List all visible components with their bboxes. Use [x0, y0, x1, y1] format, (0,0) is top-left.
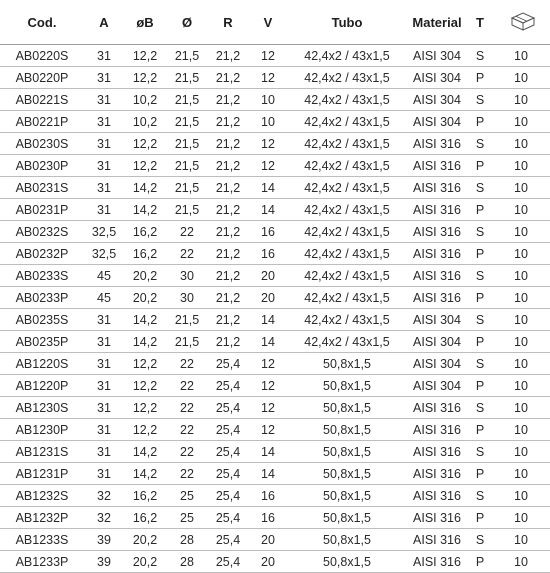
cell-b: 16,2 [124, 507, 166, 529]
cell-tubo: 50,8x1,5 [288, 419, 406, 441]
cell-code: AB1231P [0, 463, 84, 485]
table-row [0, 485, 550, 507]
cell-v: 16 [248, 243, 288, 265]
header-tubo: Tubo [288, 0, 406, 45]
table-row [0, 67, 550, 89]
table-row [0, 309, 550, 331]
cell-a: 31 [84, 375, 124, 397]
cell-material: AISI 316 [406, 265, 468, 287]
cell-a: 31 [84, 133, 124, 155]
cell-t: S [468, 265, 492, 287]
cell-qty: 10 [492, 353, 550, 375]
cell-t: S [468, 221, 492, 243]
cell-t: S [468, 89, 492, 111]
cell-tubo: 50,8x1,5 [288, 485, 406, 507]
cell-b: 12,2 [124, 133, 166, 155]
cell-o: 22 [166, 221, 208, 243]
cell-v: 12 [248, 397, 288, 419]
cell-t: P [468, 287, 492, 309]
cell-a: 31 [84, 199, 124, 221]
header-code: Cod. [0, 0, 84, 45]
cell-code: AB1233P [0, 551, 84, 573]
cell-r: 21,2 [208, 177, 248, 199]
cell-r: 21,2 [208, 199, 248, 221]
cell-code: AB0235P [0, 331, 84, 353]
cell-t: S [468, 177, 492, 199]
cell-qty: 10 [492, 485, 550, 507]
table-row [0, 287, 550, 309]
cell-o: 21,5 [166, 45, 208, 67]
cell-material: AISI 304 [406, 89, 468, 111]
cell-o: 22 [166, 375, 208, 397]
table-row [0, 265, 550, 287]
cell-a: 45 [84, 265, 124, 287]
cell-material: AISI 316 [406, 397, 468, 419]
cell-b: 12,2 [124, 45, 166, 67]
cell-v: 14 [248, 177, 288, 199]
cell-a: 31 [84, 463, 124, 485]
cell-r: 21,2 [208, 309, 248, 331]
cell-r: 25,4 [208, 551, 248, 573]
cell-b: 12,2 [124, 353, 166, 375]
cell-material: AISI 316 [406, 287, 468, 309]
cell-material: AISI 304 [406, 111, 468, 133]
cell-t: P [468, 155, 492, 177]
cell-code: AB1233S [0, 529, 84, 551]
cell-a: 32,5 [84, 221, 124, 243]
cell-a: 32 [84, 485, 124, 507]
cell-code: AB0231S [0, 177, 84, 199]
cell-code: AB0220P [0, 67, 84, 89]
cell-a: 31 [84, 45, 124, 67]
cell-b: 12,2 [124, 419, 166, 441]
cell-b: 20,2 [124, 287, 166, 309]
table-row [0, 243, 550, 265]
cell-r: 25,4 [208, 419, 248, 441]
table-body [0, 45, 550, 573]
cell-material: AISI 304 [406, 45, 468, 67]
cell-t: P [468, 507, 492, 529]
cell-b: 20,2 [124, 551, 166, 573]
cell-tubo: 50,8x1,5 [288, 397, 406, 419]
cell-qty: 10 [492, 463, 550, 485]
cell-t: P [468, 463, 492, 485]
cell-code: AB1230S [0, 397, 84, 419]
table-row [0, 441, 550, 463]
cell-material: AISI 304 [406, 309, 468, 331]
cell-qty: 10 [492, 287, 550, 309]
cell-qty: 10 [492, 243, 550, 265]
cell-v: 16 [248, 221, 288, 243]
table-header-row [0, 0, 550, 45]
cell-b: 12,2 [124, 67, 166, 89]
cell-r: 25,4 [208, 463, 248, 485]
cell-code: AB1220S [0, 353, 84, 375]
cell-b: 16,2 [124, 221, 166, 243]
cell-o: 21,5 [166, 155, 208, 177]
cell-tubo: 42,4x2 / 43x1,5 [288, 221, 406, 243]
cell-o: 22 [166, 441, 208, 463]
table-row [0, 551, 550, 573]
cell-a: 31 [84, 419, 124, 441]
cell-o: 30 [166, 287, 208, 309]
table-row [0, 155, 550, 177]
cell-b: 10,2 [124, 89, 166, 111]
cell-a: 39 [84, 551, 124, 573]
table-row [0, 419, 550, 441]
table-row [0, 375, 550, 397]
cell-o: 21,5 [166, 309, 208, 331]
cell-v: 20 [248, 287, 288, 309]
cell-v: 14 [248, 441, 288, 463]
cell-v: 12 [248, 155, 288, 177]
cell-material: AISI 316 [406, 419, 468, 441]
cell-r: 21,2 [208, 265, 248, 287]
cell-b: 16,2 [124, 243, 166, 265]
cell-t: P [468, 199, 492, 221]
cell-tubo: 42,4x2 / 43x1,5 [288, 331, 406, 353]
cell-tubo: 50,8x1,5 [288, 551, 406, 573]
table-row [0, 221, 550, 243]
cell-a: 31 [84, 67, 124, 89]
cell-material: AISI 316 [406, 221, 468, 243]
cell-v: 12 [248, 419, 288, 441]
cell-material: AISI 316 [406, 551, 468, 573]
cell-b: 20,2 [124, 265, 166, 287]
cell-material: AISI 304 [406, 67, 468, 89]
cell-o: 28 [166, 551, 208, 573]
cell-tubo: 42,4x2 / 43x1,5 [288, 155, 406, 177]
cell-o: 21,5 [166, 177, 208, 199]
cell-v: 10 [248, 89, 288, 111]
cell-material: AISI 304 [406, 375, 468, 397]
cell-qty: 10 [492, 309, 550, 331]
table-row [0, 199, 550, 221]
cell-qty: 10 [492, 529, 550, 551]
cell-v: 14 [248, 463, 288, 485]
cell-code: AB1232S [0, 485, 84, 507]
table-row [0, 45, 550, 67]
cell-v: 16 [248, 507, 288, 529]
cell-code: AB0232S [0, 221, 84, 243]
cell-material: AISI 316 [406, 463, 468, 485]
cell-b: 14,2 [124, 177, 166, 199]
cell-qty: 10 [492, 507, 550, 529]
cell-code: AB0220S [0, 45, 84, 67]
cell-b: 10,2 [124, 111, 166, 133]
cell-t: S [468, 397, 492, 419]
cell-qty: 10 [492, 199, 550, 221]
cell-a: 31 [84, 155, 124, 177]
cell-qty: 10 [492, 265, 550, 287]
cell-r: 21,2 [208, 111, 248, 133]
cell-t: P [468, 331, 492, 353]
cell-a: 39 [84, 529, 124, 551]
cell-code: AB0221S [0, 89, 84, 111]
cell-t: P [468, 419, 492, 441]
cell-material: AISI 316 [406, 507, 468, 529]
cell-tubo: 50,8x1,5 [288, 441, 406, 463]
cell-material: AISI 304 [406, 331, 468, 353]
header-material: Material [406, 0, 468, 45]
header-o: Ø [166, 0, 208, 45]
table-row [0, 353, 550, 375]
table-row [0, 397, 550, 419]
cell-v: 16 [248, 485, 288, 507]
cell-v: 12 [248, 67, 288, 89]
cell-r: 21,2 [208, 331, 248, 353]
cell-t: P [468, 375, 492, 397]
table-row [0, 331, 550, 353]
cell-t: P [468, 243, 492, 265]
cell-o: 22 [166, 353, 208, 375]
cell-o: 28 [166, 529, 208, 551]
cell-code: AB0221P [0, 111, 84, 133]
cell-tubo: 42,4x2 / 43x1,5 [288, 89, 406, 111]
cell-code: AB0232P [0, 243, 84, 265]
cell-material: AISI 316 [406, 155, 468, 177]
cell-qty: 10 [492, 375, 550, 397]
cell-qty: 10 [492, 551, 550, 573]
cell-a: 31 [84, 111, 124, 133]
cell-r: 25,4 [208, 441, 248, 463]
cell-qty: 10 [492, 111, 550, 133]
cell-tubo: 42,4x2 / 43x1,5 [288, 265, 406, 287]
cell-t: S [468, 309, 492, 331]
cell-b: 20,2 [124, 529, 166, 551]
cell-t: S [468, 485, 492, 507]
cell-tubo: 50,8x1,5 [288, 463, 406, 485]
cell-o: 22 [166, 463, 208, 485]
cell-v: 12 [248, 375, 288, 397]
cell-tubo: 42,4x2 / 43x1,5 [288, 133, 406, 155]
cell-r: 25,4 [208, 397, 248, 419]
cell-tubo: 42,4x2 / 43x1,5 [288, 243, 406, 265]
table-row [0, 177, 550, 199]
cell-o: 22 [166, 419, 208, 441]
cell-material: AISI 304 [406, 353, 468, 375]
cell-tubo: 42,4x2 / 43x1,5 [288, 309, 406, 331]
cell-o: 21,5 [166, 111, 208, 133]
header-r: R [208, 0, 248, 45]
cell-qty: 10 [492, 67, 550, 89]
cell-v: 20 [248, 551, 288, 573]
cell-b: 14,2 [124, 463, 166, 485]
cell-t: P [468, 551, 492, 573]
cell-code: AB1230P [0, 419, 84, 441]
cell-b: 14,2 [124, 199, 166, 221]
cell-code: AB1232P [0, 507, 84, 529]
cell-o: 22 [166, 243, 208, 265]
cell-material: AISI 316 [406, 177, 468, 199]
cell-tubo: 50,8x1,5 [288, 375, 406, 397]
cell-material: AISI 316 [406, 441, 468, 463]
table-row [0, 89, 550, 111]
cell-v: 20 [248, 529, 288, 551]
cell-material: AISI 316 [406, 485, 468, 507]
cell-b: 12,2 [124, 155, 166, 177]
cell-qty: 10 [492, 221, 550, 243]
table-row [0, 529, 550, 551]
cell-material: AISI 316 [406, 529, 468, 551]
cell-b: 14,2 [124, 309, 166, 331]
cell-code: AB0231P [0, 199, 84, 221]
cell-o: 25 [166, 507, 208, 529]
cell-t: S [468, 45, 492, 67]
cell-b: 12,2 [124, 397, 166, 419]
cell-r: 21,2 [208, 45, 248, 67]
cell-o: 21,5 [166, 67, 208, 89]
cell-r: 21,2 [208, 133, 248, 155]
header-a: A [84, 0, 124, 45]
cell-o: 30 [166, 265, 208, 287]
cell-t: S [468, 441, 492, 463]
cell-o: 21,5 [166, 331, 208, 353]
cell-v: 14 [248, 331, 288, 353]
cell-code: AB0230P [0, 155, 84, 177]
cell-code: AB0230S [0, 133, 84, 155]
cell-o: 21,5 [166, 199, 208, 221]
cell-code: AB1231S [0, 441, 84, 463]
cell-r: 25,4 [208, 353, 248, 375]
cell-qty: 10 [492, 397, 550, 419]
cell-a: 31 [84, 397, 124, 419]
cell-o: 21,5 [166, 133, 208, 155]
cell-v: 10 [248, 111, 288, 133]
cell-t: S [468, 529, 492, 551]
cell-v: 12 [248, 45, 288, 67]
cell-v: 14 [248, 199, 288, 221]
cell-t: S [468, 353, 492, 375]
cell-t: P [468, 111, 492, 133]
cell-b: 12,2 [124, 375, 166, 397]
cell-material: AISI 316 [406, 199, 468, 221]
cell-qty: 10 [492, 155, 550, 177]
cell-code: AB0233S [0, 265, 84, 287]
cell-o: 21,5 [166, 89, 208, 111]
box-icon [510, 11, 536, 34]
cell-tubo: 42,4x2 / 43x1,5 [288, 67, 406, 89]
table-row [0, 507, 550, 529]
cell-t: P [468, 67, 492, 89]
cell-a: 32 [84, 507, 124, 529]
cell-tubo: 42,4x2 / 43x1,5 [288, 45, 406, 67]
cell-tubo: 50,8x1,5 [288, 529, 406, 551]
cell-code: AB0235S [0, 309, 84, 331]
cell-qty: 10 [492, 419, 550, 441]
header-pack [492, 0, 550, 45]
cell-code: AB0233P [0, 287, 84, 309]
cell-r: 25,4 [208, 507, 248, 529]
cell-tubo: 42,4x2 / 43x1,5 [288, 177, 406, 199]
cell-r: 25,4 [208, 485, 248, 507]
cell-r: 21,2 [208, 243, 248, 265]
cell-a: 31 [84, 309, 124, 331]
cell-t: S [468, 133, 492, 155]
cell-qty: 10 [492, 45, 550, 67]
cell-tubo: 50,8x1,5 [288, 353, 406, 375]
cell-r: 21,2 [208, 287, 248, 309]
header-b: øB [124, 0, 166, 45]
cell-a: 31 [84, 177, 124, 199]
cell-v: 12 [248, 133, 288, 155]
cell-tubo: 42,4x2 / 43x1,5 [288, 287, 406, 309]
cell-qty: 10 [492, 331, 550, 353]
cell-r: 21,2 [208, 67, 248, 89]
cell-r: 21,2 [208, 221, 248, 243]
header-t: T [468, 0, 492, 45]
cell-o: 22 [166, 397, 208, 419]
cell-tubo: 42,4x2 / 43x1,5 [288, 111, 406, 133]
cell-material: AISI 316 [406, 133, 468, 155]
cell-b: 14,2 [124, 441, 166, 463]
cell-b: 16,2 [124, 485, 166, 507]
header-v: V [248, 0, 288, 45]
cell-b: 14,2 [124, 331, 166, 353]
cell-r: 25,4 [208, 375, 248, 397]
cell-a: 31 [84, 441, 124, 463]
cell-material: AISI 316 [406, 243, 468, 265]
cell-qty: 10 [492, 133, 550, 155]
cell-r: 25,4 [208, 529, 248, 551]
cell-r: 21,2 [208, 89, 248, 111]
cell-a: 31 [84, 353, 124, 375]
table-row [0, 111, 550, 133]
cell-code: AB1220P [0, 375, 84, 397]
cell-tubo: 42,4x2 / 43x1,5 [288, 199, 406, 221]
cell-o: 25 [166, 485, 208, 507]
cell-a: 31 [84, 331, 124, 353]
cell-a: 32,5 [84, 243, 124, 265]
cell-v: 20 [248, 265, 288, 287]
cell-tubo: 50,8x1,5 [288, 507, 406, 529]
cell-v: 12 [248, 353, 288, 375]
cell-a: 31 [84, 89, 124, 111]
cell-qty: 10 [492, 89, 550, 111]
cell-qty: 10 [492, 441, 550, 463]
cell-r: 21,2 [208, 155, 248, 177]
cell-a: 45 [84, 287, 124, 309]
table-row [0, 463, 550, 485]
cell-v: 14 [248, 309, 288, 331]
table-row [0, 133, 550, 155]
cell-qty: 10 [492, 177, 550, 199]
